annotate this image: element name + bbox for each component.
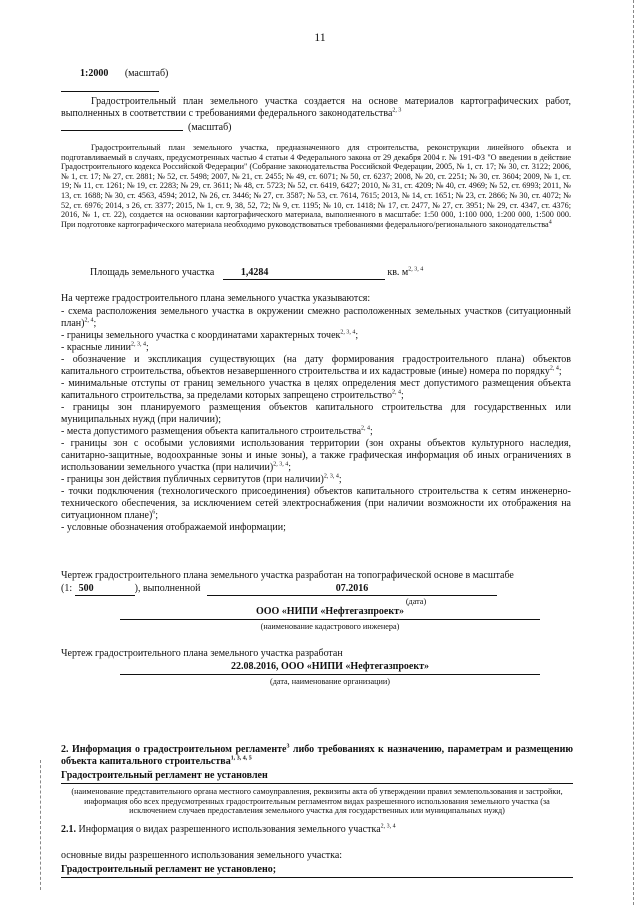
section-2-value-line (61, 783, 573, 784)
scale-value: 1:2000 (80, 68, 109, 79)
section-2-1-value: Градостроительный регламент не установлено; (61, 864, 277, 875)
developed-label: (дата, наименование организации) (270, 677, 390, 686)
small-print-footnote: 4 (548, 219, 552, 226)
topo-line-2 (61, 583, 581, 596)
scan-edge-line-left (40, 760, 41, 890)
topo-scale-prefix: (1: (61, 583, 73, 594)
section-2-footnote-2: 1, 3, 4, 5 (230, 755, 252, 762)
section-2-heading (61, 744, 573, 768)
intro-footnote: 2, 3 (392, 107, 402, 114)
small-print-text: Градостроительный план земельного участка, предназначенного для строительства, реконструкции линейного объекта и подготавливаемый в случаях, предусмотренных частью 4 статьи 4 Федерального закона от 29 декабря 2004 г. № 191-ФЗ "О введении в действие Градостроительного кодекса Российской Федерации" (Собрание законодательства Российской Федерации, 2005, № 1, ст. 17; № 30, ст. 3122; 2006, № 1, ст. 17; № 27, ст. 2881; № 52, ст. 5498; 2007, № 21, ст. 2455; № 49, ст. 6071; № 50, ст. 6237; 2008, № 20, ст. 2251; № 30, ст. 3604; 2009, № 1, ст. 19; № 11, ст. 1261; № 19, ст. 2283; № 29, ст. 3611; № 48, ст. 5723; № 52, ст. 6419, 6427; 2010, № 31, ст. 4209; № 40, ст. 4969; № 52, ст. 6993; 2011, № 13, ст. 1688; № 30, ст. 4563, 4594; 2012, № 26, ст. 3446; № 27, ст. 3587; № 53, ст. 7614, 7615; 2013, № 14, ст. 1651; № 23, ст. 2866; № 30, ст. 4072; № 52, ст. 6976; 2014, з 26, ст. 3377; 2015, № 1, ст. 9, 38, 52, 72; № 9, ст. 1195; № 10, ст. 1418; № 17, ст. 2477, № 27, ст. 3951; № 29, ст. 4347, ст. 4376; 2016, № 1, ст. 22), создается на основании картографического материала, выполненного в масштабе: 1:50 000, 1:100 000, 1:200 000, 1:500 000. При подготовке картографического материала необходимо руководствоваться требованиями федерального/регионального законодательства (61, 143, 571, 229)
topo-org: ООО «НИПИ «Нефтегазпроект» (255, 606, 405, 617)
section-2-title: 2. Информация о градостроительном регламенте (61, 744, 287, 755)
section-2-1-value-line (61, 877, 573, 878)
page-number: 11 (314, 30, 326, 44)
list-item: - схема расположения земельного участка в окружении смежно расположенных земельных участков (ситуационный план)$^{2, 4}$; (61, 306, 571, 329)
separator-line (61, 91, 159, 92)
area-row (90, 267, 530, 280)
list-item: - места допустимого размещения объекта капитального строительства$^{2, 4}$; (61, 425, 373, 437)
list-item: - минимальные отступы от границ земельного участка в целях определения мест допустимого размещения объекта капитального строительства, за пределами которых запрещено строительство$^{2, 4}$; (61, 378, 571, 401)
intro-text: Градостроительный план земельного участка создается на основе материалов картографических работ, выполненных в соответствии с требованиями федерального законодательства (61, 96, 571, 119)
area-value: 1,4284 (240, 267, 269, 278)
list-item: - границы зон действия публичных сервитутов (при наличии)$^{2, 3, 4}$; (61, 473, 342, 485)
developed-value: 22.08.2016, ООО «НИПИ «Нефтегазпроект» (230, 661, 430, 672)
topo-date-value: 07.2016 (335, 583, 369, 594)
area-unit: кв. м (387, 267, 409, 278)
section-2-note: (наименование представительного органа местного самоуправления, реквизиты акта об утверждении правил землепользования и застройки, информация обо всех предусмотренных градостроительным регламентом видах разрешенного использования земельного участка (за исключением случаев предоставления земельного участка для государственных или муниципальных нужд) (71, 787, 563, 816)
scale-blank-line (61, 130, 183, 131)
list-heading: На чертеже градостроительного плана земельного участка указываются: (61, 293, 371, 304)
section-2-footnote: 3 (286, 743, 290, 750)
list-item: - красные линии$^{2, 3, 4}$; (61, 341, 149, 353)
topo-date-field (207, 583, 497, 596)
section-2-1-heading (61, 824, 573, 836)
list-item: - границы зон планируемого размещения объектов капитального строительства для государственных или муниципальных нужд (при наличии); (61, 402, 571, 425)
developed-line: Чертеж градостроительного плана земельного участка разработан (61, 648, 343, 659)
list-item: - точки подключения (технологического присоединения) объектов капитального строительства к сетям инженерно-технического обеспечения, за исключением сетей электроснабжения (при наличии возможности их отображения на ситуационном плане)$^6$; (61, 486, 571, 521)
scale-label: (масштаб) (124, 68, 169, 79)
topo-scale-suffix: ), выполненной (134, 583, 201, 594)
list-items (61, 306, 571, 534)
section-2-1-sub: основные виды разрешенного использования земельного участка: (61, 850, 343, 861)
section-2-value: Градостроительный регламент не установлен (61, 770, 268, 781)
area-value-field (223, 267, 385, 280)
section-2-1-title: Информация о видах разрешенного использования земельного участка (76, 824, 381, 835)
area-footnote: 2, 3, 4 (408, 266, 424, 273)
area-label: Площадь земельного участка (90, 267, 215, 278)
list-item: - границы зон с особыми условиями использования территории (зон охраны объектов культурного наследия, санитарно-защитные, водоохранные зоны и иные зоны), а также графическая информация об иных ограничениях в использовании земельного участка (при наличии)$^{2, 3, 4}$; (61, 438, 571, 473)
list-item: - границы земельного участка с координатами характерных точек$^{2, 3, 4}$; (61, 329, 359, 341)
small-print-paragraph (61, 143, 571, 229)
scale-label-2: (масштаб) (188, 122, 232, 133)
intro-paragraph (61, 96, 571, 120)
scan-edge-line (633, 0, 634, 905)
list-item: - условные обозначения отображаемой информации; (61, 522, 286, 533)
topo-org-label: (наименование кадастрового инженера) (260, 622, 400, 631)
section-2-1-number: 2.1. (61, 824, 76, 835)
section-2-title-rest: либо требованиях к назначению, параметрам и размещению объекта капитального строительства (61, 744, 574, 767)
topo-org-line (120, 619, 540, 620)
topo-line-1: Чертеж градостроительного плана земельного участка разработан на топографической основе в масштабе (61, 570, 514, 581)
list-item: - обозначение и экспликация существующих (на дату формирования градостроительного плана) объектов капитального строительства, объектов незавершенного строительства и их кадастровые (иные) номера по порядку$^{2, 4}$; (61, 354, 571, 377)
topo-date-label: (дата) (405, 597, 427, 606)
scale-block (80, 68, 168, 80)
section-2-1-footnote: 2, 3, 4 (380, 823, 396, 830)
topo-scale-value: 500 (78, 583, 94, 594)
developed-line-underline (120, 674, 540, 675)
topo-scale-field (75, 583, 135, 596)
